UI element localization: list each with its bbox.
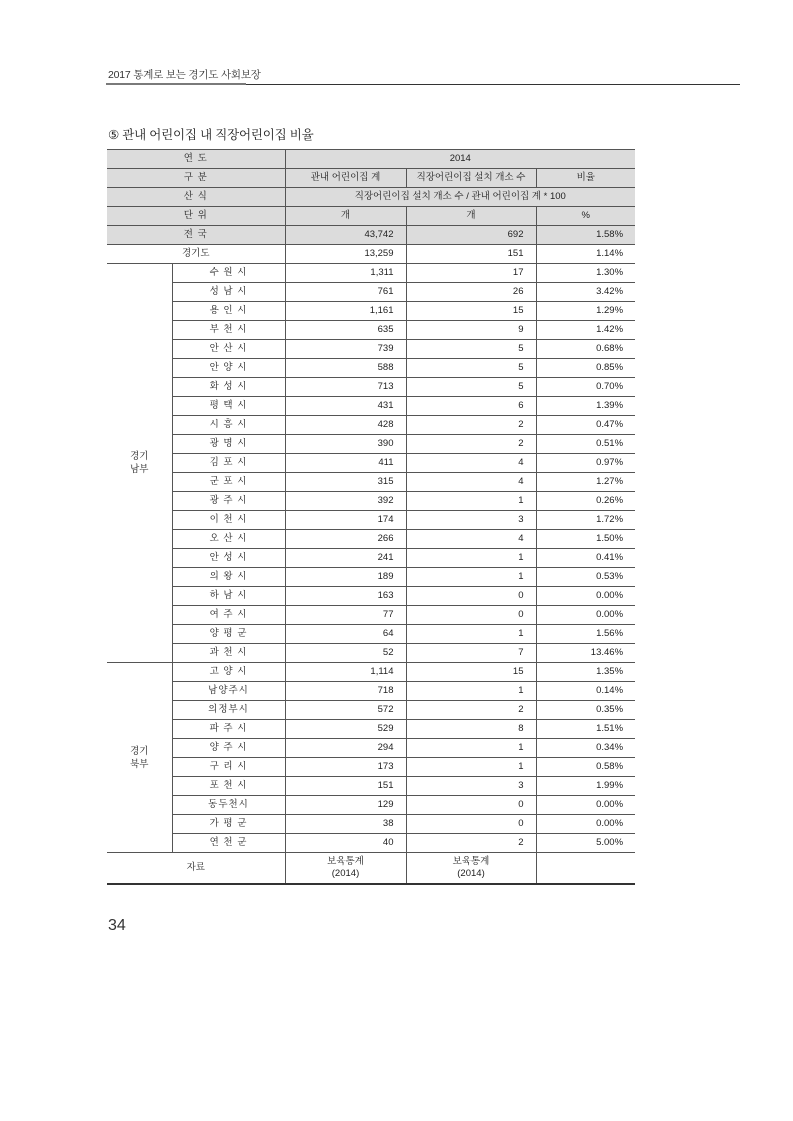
year-row	[107, 150, 635, 169]
city-total: 529	[285, 720, 406, 739]
city-total: 151	[285, 777, 406, 796]
table-row	[107, 758, 635, 777]
city-ratio: 0.51%	[536, 435, 635, 454]
city-name: 안 양 시	[172, 359, 285, 378]
header-rule-accent	[106, 83, 246, 85]
city-ratio: 1.51%	[536, 720, 635, 739]
city-name: 김 포 시	[172, 454, 285, 473]
city-workplace: 15	[406, 663, 536, 682]
city-ratio: 0.00%	[536, 587, 635, 606]
city-workplace: 0	[406, 606, 536, 625]
unit-ratio: %	[536, 207, 635, 226]
province-row	[107, 245, 635, 264]
city-ratio: 0.41%	[536, 549, 635, 568]
source-ratio	[536, 853, 635, 885]
city-workplace: 3	[406, 511, 536, 530]
unit-label: 단 위	[107, 207, 285, 226]
city-ratio: 1.29%	[536, 302, 635, 321]
city-workplace: 26	[406, 283, 536, 302]
city-workplace: 0	[406, 815, 536, 834]
province-total: 13,259	[285, 245, 406, 264]
table-row	[107, 682, 635, 701]
city-total: 411	[285, 454, 406, 473]
table-row	[107, 815, 635, 834]
table-row	[107, 549, 635, 568]
city-ratio: 1.39%	[536, 397, 635, 416]
city-total: 1,311	[285, 264, 406, 283]
province-ratio: 1.14%	[536, 245, 635, 264]
table-row	[107, 302, 635, 321]
formula-text: 직장어린이집 설치 개소 수 / 관내 어린이집 계 * 100	[285, 188, 635, 207]
city-workplace: 4	[406, 530, 536, 549]
city-name: 포 천 시	[172, 777, 285, 796]
city-total: 1,161	[285, 302, 406, 321]
city-workplace: 9	[406, 321, 536, 340]
column-header-ratio: 비율	[536, 169, 635, 188]
city-name: 고 양 시	[172, 663, 285, 682]
city-name: 안 산 시	[172, 340, 285, 359]
year-value: 2014	[285, 150, 635, 169]
source-label: 자료	[107, 853, 285, 885]
city-workplace: 1	[406, 625, 536, 644]
city-total: 635	[285, 321, 406, 340]
city-ratio: 0.97%	[536, 454, 635, 473]
city-total: 1,114	[285, 663, 406, 682]
national-label: 전 국	[107, 226, 285, 245]
table-row	[107, 625, 635, 644]
city-workplace: 1	[406, 682, 536, 701]
city-total: 390	[285, 435, 406, 454]
city-workplace: 4	[406, 473, 536, 492]
city-ratio: 0.47%	[536, 416, 635, 435]
source-total: 보육통계 (2014)	[285, 853, 406, 885]
city-ratio: 1.30%	[536, 264, 635, 283]
unit-workplace: 개	[406, 207, 536, 226]
running-header: 2017 통계로 보는 경기도 사회보장	[108, 69, 261, 81]
city-workplace: 0	[406, 796, 536, 815]
city-name: 의 왕 시	[172, 568, 285, 587]
city-total: 173	[285, 758, 406, 777]
header-rule	[246, 84, 740, 85]
city-total: 241	[285, 549, 406, 568]
city-total: 428	[285, 416, 406, 435]
city-ratio: 1.99%	[536, 777, 635, 796]
year-label: 연 도	[107, 150, 285, 169]
city-total: 38	[285, 815, 406, 834]
city-workplace: 2	[406, 435, 536, 454]
city-name: 수 원 시	[172, 264, 285, 283]
table-row	[107, 321, 635, 340]
city-workplace: 2	[406, 834, 536, 853]
table-row	[107, 416, 635, 435]
column-header-workplace: 직장어린이집 설치 개소 수	[406, 169, 536, 188]
city-ratio: 1.50%	[536, 530, 635, 549]
city-ratio: 0.34%	[536, 739, 635, 758]
city-name: 여 주 시	[172, 606, 285, 625]
table-row	[107, 492, 635, 511]
city-workplace: 1	[406, 739, 536, 758]
city-ratio: 0.53%	[536, 568, 635, 587]
city-name: 파 주 시	[172, 720, 285, 739]
national-total: 43,742	[285, 226, 406, 245]
table-row	[107, 587, 635, 606]
city-ratio: 3.42%	[536, 283, 635, 302]
city-ratio: 0.85%	[536, 359, 635, 378]
city-name: 구 리 시	[172, 758, 285, 777]
city-total: 163	[285, 587, 406, 606]
table-row	[107, 568, 635, 587]
city-ratio: 0.00%	[536, 606, 635, 625]
table-row	[107, 435, 635, 454]
city-name: 화 성 시	[172, 378, 285, 397]
city-name: 이 천 시	[172, 511, 285, 530]
city-name: 안 성 시	[172, 549, 285, 568]
city-total: 266	[285, 530, 406, 549]
city-total: 588	[285, 359, 406, 378]
city-name: 남양주시	[172, 682, 285, 701]
city-workplace: 1	[406, 492, 536, 511]
table-row	[107, 283, 635, 302]
city-total: 315	[285, 473, 406, 492]
table-row	[107, 340, 635, 359]
city-total: 572	[285, 701, 406, 720]
table-row	[107, 397, 635, 416]
formula-label: 산 식	[107, 188, 285, 207]
city-workplace: 8	[406, 720, 536, 739]
city-ratio: 0.58%	[536, 758, 635, 777]
unit-total: 개	[285, 207, 406, 226]
city-total: 431	[285, 397, 406, 416]
table-row	[107, 834, 635, 853]
city-workplace: 1	[406, 758, 536, 777]
city-ratio: 1.35%	[536, 663, 635, 682]
unit-row	[107, 207, 635, 226]
city-total: 392	[285, 492, 406, 511]
city-ratio: 0.14%	[536, 682, 635, 701]
city-workplace: 5	[406, 359, 536, 378]
table-row	[107, 511, 635, 530]
table-row	[107, 739, 635, 758]
city-total: 739	[285, 340, 406, 359]
category-row	[107, 169, 635, 188]
city-name: 군 포 시	[172, 473, 285, 492]
city-workplace: 17	[406, 264, 536, 283]
city-name: 광 주 시	[172, 492, 285, 511]
city-ratio: 0.26%	[536, 492, 635, 511]
city-total: 129	[285, 796, 406, 815]
city-workplace: 5	[406, 378, 536, 397]
city-workplace: 7	[406, 644, 536, 663]
table-row	[107, 777, 635, 796]
city-workplace: 3	[406, 777, 536, 796]
province-workplace: 151	[406, 245, 536, 264]
national-workplace: 692	[406, 226, 536, 245]
city-workplace: 6	[406, 397, 536, 416]
city-name: 과 천 시	[172, 644, 285, 663]
city-ratio: 1.72%	[536, 511, 635, 530]
city-total: 718	[285, 682, 406, 701]
table-row	[107, 359, 635, 378]
city-name: 평 택 시	[172, 397, 285, 416]
city-ratio: 0.68%	[536, 340, 635, 359]
city-workplace: 4	[406, 454, 536, 473]
province-label: 경기도	[107, 245, 285, 264]
city-ratio: 1.56%	[536, 625, 635, 644]
city-total: 713	[285, 378, 406, 397]
city-name: 양 주 시	[172, 739, 285, 758]
city-name: 성 남 시	[172, 283, 285, 302]
section-title: ⑤ 관내 어린이집 내 직장어린이집 비율	[108, 128, 314, 142]
city-ratio: 1.27%	[536, 473, 635, 492]
column-header-total: 관내 어린이집 계	[285, 169, 406, 188]
city-total: 294	[285, 739, 406, 758]
city-ratio: 0.35%	[536, 701, 635, 720]
city-workplace: 1	[406, 568, 536, 587]
city-workplace: 15	[406, 302, 536, 321]
national-row	[107, 226, 635, 245]
city-name: 동두천시	[172, 796, 285, 815]
category-label: 구 분	[107, 169, 285, 188]
city-total: 174	[285, 511, 406, 530]
national-ratio: 1.58%	[536, 226, 635, 245]
city-workplace: 1	[406, 549, 536, 568]
city-name: 부 천 시	[172, 321, 285, 340]
table-row	[107, 454, 635, 473]
city-total: 40	[285, 834, 406, 853]
city-ratio: 0.00%	[536, 815, 635, 834]
city-ratio: 13.46%	[536, 644, 635, 663]
source-workplace: 보육통계 (2014)	[406, 853, 536, 885]
city-name: 용 인 시	[172, 302, 285, 321]
city-workplace: 2	[406, 701, 536, 720]
table-row	[107, 606, 635, 625]
page-number: 34	[108, 917, 126, 934]
city-name: 하 남 시	[172, 587, 285, 606]
city-name: 의정부시	[172, 701, 285, 720]
source-row	[107, 853, 635, 885]
region-label-north: 경기 북부	[107, 663, 172, 853]
region-label-south: 경기 남부	[107, 264, 172, 663]
city-name: 양 평 군	[172, 625, 285, 644]
city-ratio: 0.70%	[536, 378, 635, 397]
daycare-ratio-table	[107, 149, 635, 885]
city-total: 77	[285, 606, 406, 625]
city-workplace: 5	[406, 340, 536, 359]
table-row	[107, 663, 635, 682]
city-total: 64	[285, 625, 406, 644]
city-name: 광 명 시	[172, 435, 285, 454]
table-row	[107, 796, 635, 815]
city-ratio: 1.42%	[536, 321, 635, 340]
city-total: 52	[285, 644, 406, 663]
city-name: 연 천 군	[172, 834, 285, 853]
city-total: 189	[285, 568, 406, 587]
table-row	[107, 378, 635, 397]
city-ratio: 5.00%	[536, 834, 635, 853]
table-row	[107, 701, 635, 720]
table-row	[107, 473, 635, 492]
table-row	[107, 720, 635, 739]
city-name: 가 평 군	[172, 815, 285, 834]
table-row	[107, 644, 635, 663]
city-name: 오 산 시	[172, 530, 285, 549]
table-row	[107, 264, 635, 283]
table-row	[107, 530, 635, 549]
city-workplace: 0	[406, 587, 536, 606]
city-name: 시 흥 시	[172, 416, 285, 435]
city-workplace: 2	[406, 416, 536, 435]
city-total: 761	[285, 283, 406, 302]
city-ratio: 0.00%	[536, 796, 635, 815]
formula-row	[107, 188, 635, 207]
